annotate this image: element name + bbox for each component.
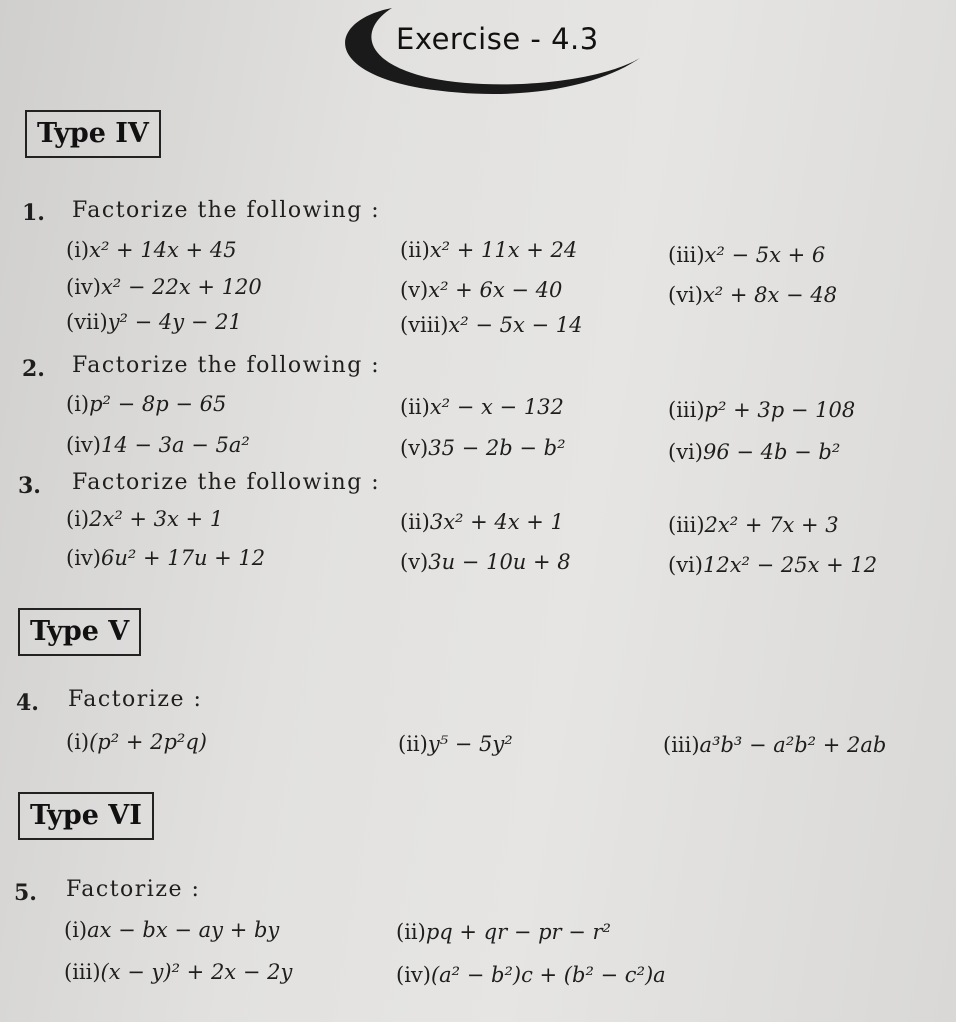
q5-item: (iv)(a² − b²)c + (b² − c²)a bbox=[396, 963, 666, 987]
q5-title: Factorize : bbox=[66, 877, 201, 902]
q1-title: Factorize the following : bbox=[72, 198, 381, 223]
q3-item: (iii)2x² + 7x + 3 bbox=[668, 513, 839, 537]
exercise-title: Exercise - 4.3 bbox=[396, 22, 599, 56]
q1-item: (v)x² + 6x − 40 bbox=[400, 278, 563, 302]
q2-item: (i)p² − 8p − 65 bbox=[66, 392, 227, 416]
q4-item: (ii)y⁵ − 5y² bbox=[398, 732, 513, 756]
q3-title: Factorize the following : bbox=[72, 470, 381, 495]
type-vi-box: Type VI bbox=[18, 792, 154, 840]
header-swoosh-decoration bbox=[0, 0, 956, 120]
q3-item: (i)2x² + 3x + 1 bbox=[66, 507, 224, 531]
q1-item: (viii)x² − 5x − 14 bbox=[400, 313, 583, 337]
q4-number: 4. bbox=[16, 690, 39, 716]
q1-item: (i)x² + 14x + 45 bbox=[66, 238, 237, 262]
q1-item: (vi)x² + 8x − 48 bbox=[668, 283, 838, 307]
q4-item: (iii)a³b³ − a²b² + 2ab bbox=[663, 733, 887, 757]
type-iv-box: Type IV bbox=[25, 110, 161, 158]
q5-item: (i)ax − bx − ay + by bbox=[64, 918, 280, 942]
q5-item: (ii)pq + qr − pr − r² bbox=[396, 920, 611, 944]
q1-item: (iv)x² − 22x + 120 bbox=[66, 275, 262, 299]
q4-title: Factorize : bbox=[68, 687, 203, 712]
q2-item: (v)35 − 2b − b² bbox=[400, 436, 566, 460]
q3-item: (ii)3x² + 4x + 1 bbox=[400, 510, 564, 534]
q3-item: (v)3u − 10u + 8 bbox=[400, 550, 571, 574]
q2-item: (iv)14 − 3a − 5a² bbox=[66, 433, 250, 457]
q5-item: (iii)(x − y)² + 2x − 2y bbox=[64, 960, 293, 984]
q4-item: (i)(p² + 2p²q) bbox=[66, 730, 207, 754]
q1-item: (vii)y² − 4y − 21 bbox=[66, 310, 242, 334]
q2-title: Factorize the following : bbox=[72, 353, 381, 378]
q2-number: 2. bbox=[22, 356, 45, 382]
q3-item: (vi)12x² − 25x + 12 bbox=[668, 553, 878, 577]
q2-item: (iii)p² + 3p − 108 bbox=[668, 398, 856, 422]
q3-item: (iv)6u² + 17u + 12 bbox=[66, 546, 266, 570]
q1-item: (ii)x² + 11x + 24 bbox=[400, 238, 578, 262]
type-v-box: Type V bbox=[18, 608, 141, 656]
q1-item: (iii)x² − 5x + 6 bbox=[668, 243, 826, 267]
q5-number: 5. bbox=[14, 880, 37, 906]
q2-item: (ii)x² − x − 132 bbox=[400, 395, 564, 419]
q3-number: 3. bbox=[18, 473, 41, 499]
q2-item: (vi)96 − 4b − b² bbox=[668, 440, 841, 464]
q1-number: 1. bbox=[22, 200, 45, 226]
